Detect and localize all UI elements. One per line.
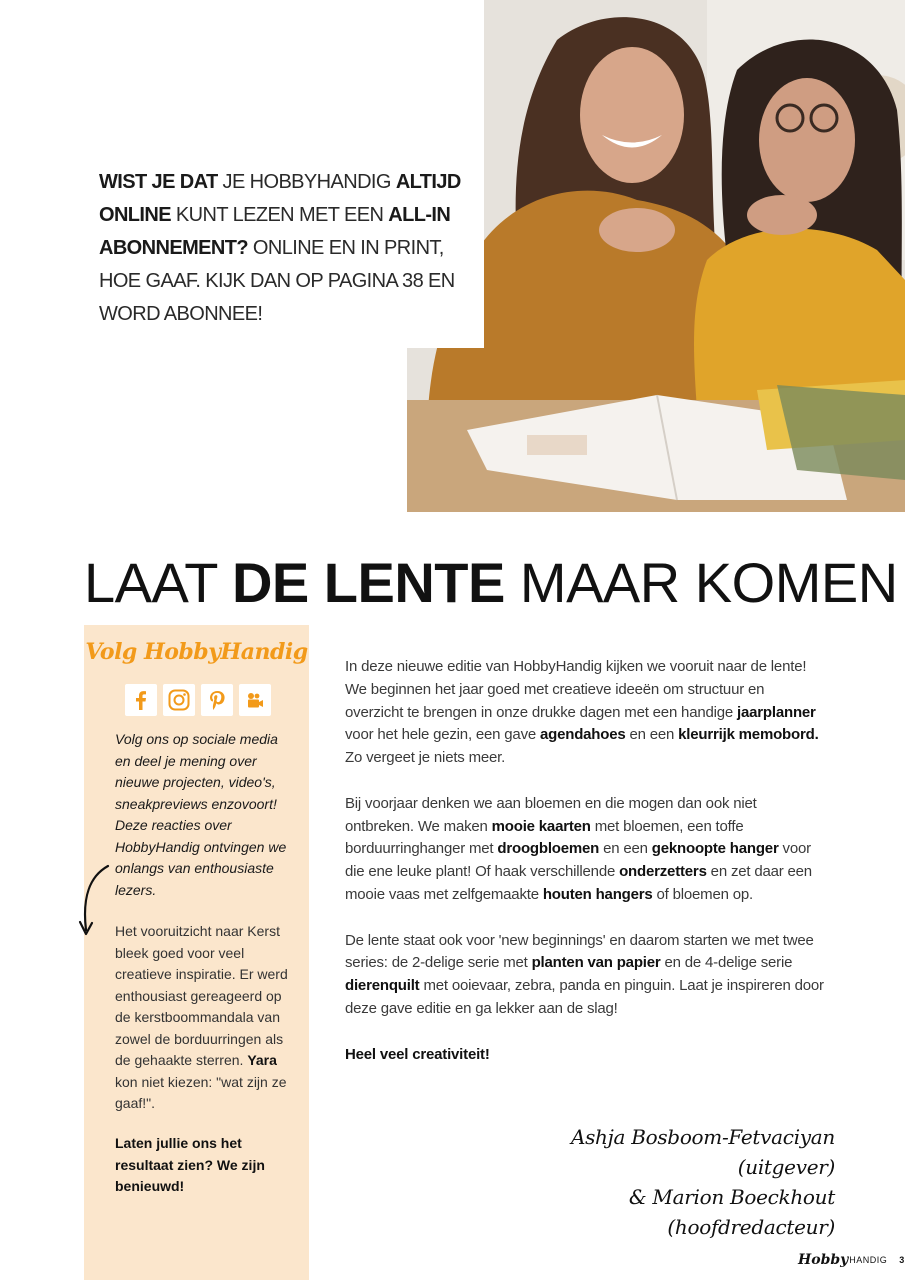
- p1-text-c: voor het hele gezin, een gave: [345, 726, 540, 744]
- title-part-1: LAAT: [84, 551, 232, 614]
- intro-bold-3: ALL-IN ABONNEMENT?: [99, 204, 451, 259]
- pinterest-icon[interactable]: [201, 684, 233, 716]
- p3-bold-planten: planten van papier: [531, 954, 661, 972]
- p2-text-g: voor die ene leuke plant! Of haak verschillende: [345, 840, 811, 881]
- instagram-icon[interactable]: [163, 684, 195, 716]
- p2-text-e: en een: [599, 840, 652, 858]
- p3-text-c: en de 4-delige serie: [660, 954, 793, 972]
- page-title: [84, 548, 898, 618]
- paragraph-3: [345, 930, 825, 1021]
- facebook-icon[interactable]: [125, 684, 157, 716]
- title-part-2: DE LENTE: [231, 551, 505, 614]
- quote-end: kon niet kiezen: "wat zijn ze gaaf!".: [115, 1073, 287, 1111]
- paragraph-2: [345, 793, 825, 907]
- p1-bold-jaarplanner: jaarplanner: [737, 703, 816, 721]
- paragraph-1: [345, 656, 825, 770]
- p2-bold-droogbloemen: droogbloemen: [497, 840, 600, 858]
- p2-bold-houten-hangers: houten hangers: [542, 885, 653, 903]
- editorial-body: [345, 656, 825, 1089]
- closing-line: Heel veel creativiteit!: [345, 1045, 490, 1063]
- p1-text-e: en een: [625, 726, 679, 744]
- p1-bold-memobord: kleurrijk memobord.: [678, 726, 819, 744]
- footer-logo-caps: HANDIG: [849, 1255, 888, 1265]
- p2-bold-hanger: geknoopte hanger: [651, 840, 779, 858]
- p2-text-k: of bloemen op.: [652, 885, 753, 903]
- p3-text-a: De lente staat ook voor 'new beginnings' en daarom starten we met twee series: de 2-delige serie met: [345, 931, 814, 972]
- p1-text-a: In deze nieuwe editie van HobbyHandig kijken we vooruit naar de lente! We beginnen het jaar goed met creatieve ideeën om structuur en overzicht te brengen in onze drukke dagen met een handige: [345, 658, 807, 721]
- title-part-3: MAAR KOMEN: [504, 551, 898, 614]
- sidebar-cta: Laten jullie ons het resultaat zien? We zijn benieuwd!: [115, 1135, 265, 1194]
- intro-thin-3: ONLINE EN IN PRINT, HOE GAAF. KIJK DAN OP PAGINA 38 EN WORD ABONNEE!: [99, 237, 455, 325]
- video-icon[interactable]: [239, 684, 271, 716]
- quote-text: Het vooruitzicht naar Kerst bleek goed voor veel creatieve inspiratie. Er werd enthousiast gereageerd op de kerstboommandala van zowel de borduurringen als de gehaakte sterren.: [115, 923, 288, 1068]
- p2-text-c: met bloemen, een toffe borduurringhanger met: [345, 817, 744, 858]
- p3-text-e: met ooievaar, zebra, panda en pinguin. Laat je inspireren door deze gave editie en ga lekker aan de slag!: [345, 977, 824, 1017]
- quote-author: Yara: [247, 1052, 277, 1068]
- intro-text: [99, 166, 469, 331]
- footer-logo-script: Hobby: [798, 1252, 849, 1268]
- p3-bold-dierenquilt: dierenquilt: [345, 977, 420, 995]
- p2-text-i: en zet daar een mooie vaas met zelfgemaakte: [345, 863, 812, 903]
- social-icons: [125, 684, 271, 716]
- sidebar-intro-text: Volg ons op sociale media en deel je mening over nieuwe projecten, video's, sneakpreviews enzovoort! Deze reacties over HobbyHandig ontvingen we onlangs van enthousiaste lezers.: [115, 731, 287, 898]
- p1-bold-agendahoes: agendahoes: [539, 726, 626, 744]
- page-footer: [798, 1252, 904, 1268]
- intro-thin-1: JE HOBBYHANDIG: [217, 171, 396, 193]
- signature-line-2: & Marion Boeckhout (hoofdredacteur): [628, 1185, 835, 1239]
- social-sidebar: [84, 625, 309, 1280]
- p2-bold-kaarten: mooie kaarten: [491, 817, 591, 835]
- intro-thin-2: KUNT LEZEN MET EEN: [170, 204, 389, 226]
- p2-text-a: Bij voorjaar denken we aan bloemen en die mogen dan ook niet ontbreken. We maken: [345, 794, 757, 835]
- reader-quote: [115, 921, 295, 1115]
- p1-text-g: Zo vergeet je niets meer.: [345, 749, 506, 767]
- curved-arrow-icon: [78, 862, 112, 942]
- intro-bold-1: WIST JE DAT: [99, 171, 218, 193]
- signature-line-1: Ashja Bosboom-Fetvaciyan (uitgever): [570, 1125, 835, 1179]
- signature: [505, 1122, 835, 1242]
- p2-bold-onderzetters: onderzetters: [619, 863, 707, 881]
- sidebar-title: Volg HobbyHandig: [85, 639, 308, 665]
- intro-bold-2: ALTIJD ONLINE: [99, 171, 461, 226]
- page-number: 3: [899, 1255, 905, 1265]
